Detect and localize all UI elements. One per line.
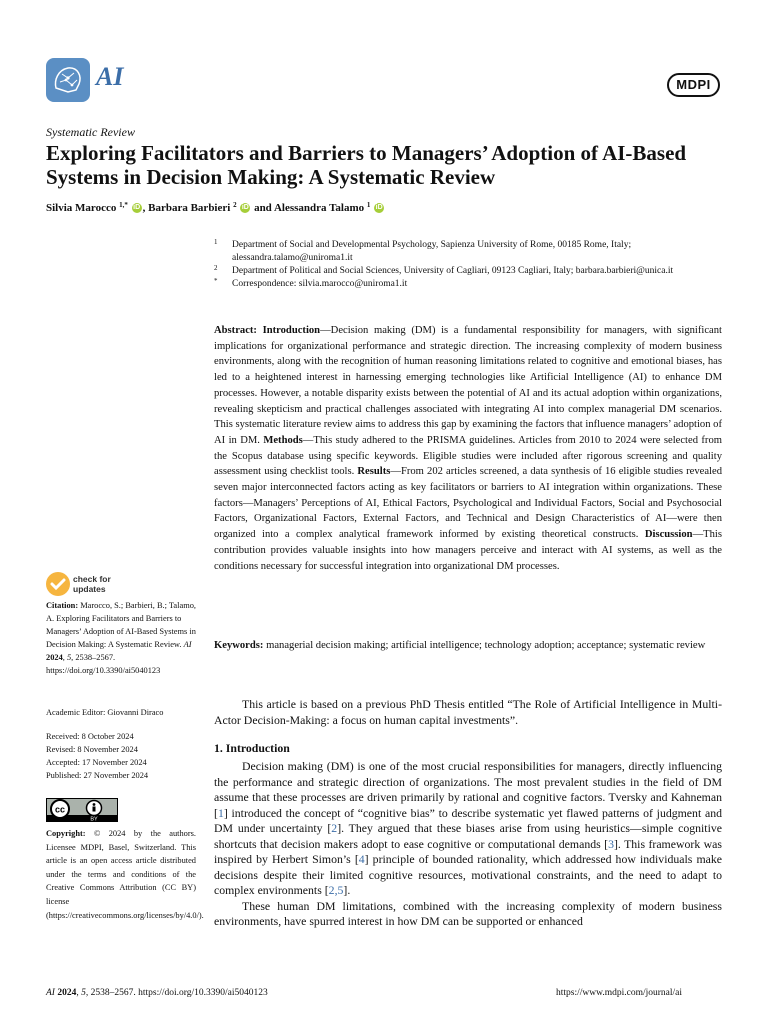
footer-volume: 5 <box>81 988 86 998</box>
footer-journal-url[interactable]: https://www.mdpi.com/journal/ai <box>556 988 683 998</box>
body-text <box>214 759 722 930</box>
footer-citation: AI 2024, 5, 2538–2567. https://doi.org/10.3390/ai5040123 <box>46 988 268 998</box>
abstract <box>214 323 722 574</box>
affiliation-text: Department of Social and Developmental Psychology, Sapienza University of Rome, 00185 Rome, Italy; alessandra.talamo@uniroma1.it <box>232 240 632 263</box>
cc-by-license-icon[interactable] <box>46 798 118 822</box>
affiliation-marker: * <box>214 277 218 285</box>
abstract-discussion-label: Discussion <box>644 529 693 541</box>
abstract-methods-text: —This study adhered to the PRISMA guidelines. Articles from 2010 to 2024 were selected from the Scopus database using specific keywords. Eligible studies were included after rigorous screening and quality assessment using checklist tools. <box>214 434 722 478</box>
check-for-updates-icon <box>46 572 70 596</box>
reference-link[interactable]: 1 <box>217 805 224 820</box>
journal-name[interactable]: AI <box>96 62 124 91</box>
author-affiliation-marker: 2 <box>233 201 237 209</box>
abstract-results-label: Results <box>357 466 391 478</box>
author-name: Silvia Marocco <box>46 202 117 214</box>
received-date: Received: 8 October 2024 <box>46 732 134 741</box>
thesis-note: This article is based on a previous PhD Thesis entitled “The Role of Artificial Intelligence in Multi-Actor Decision-Making: a focus on human capital investments”. <box>214 697 722 727</box>
article-title: Exploring Facilitators and Barriers to Managers’ Adoption of AI-Based Systems in Decision Making: A Systematic Review <box>46 141 687 189</box>
copyright <box>46 827 204 922</box>
check-for-updates-button[interactable] <box>46 572 136 598</box>
author-separator: and <box>251 202 274 214</box>
footer-doi[interactable]: , 2538–2567. https://doi.org/10.3390/ai5040123 <box>85 988 268 998</box>
affiliation-marker: 1 <box>214 238 218 246</box>
academic-editor: Academic Editor: Giovanni Diraco <box>46 708 164 717</box>
paragraph <box>214 759 722 899</box>
copyright-label: Copyright: <box>46 829 86 838</box>
correspondence <box>214 278 724 291</box>
abstract-discussion-text: —This contribution provides valuable insights into how managers perceive and interact with AI systems, as well as the conditions necessary for successful integration into organizational DM processes. <box>214 529 722 572</box>
citation-volume: 5 <box>66 652 72 662</box>
reference-link[interactable]: 2,5 <box>328 883 344 897</box>
published-date: Published: 27 November 2024 <box>46 771 149 780</box>
abstract-intro-label: Introduction <box>262 325 321 336</box>
text-run: ] introduced the concept of “cognitive bias” to describe systematic yet flawed patterns of judgment and DM under uncertainty [ <box>214 805 722 835</box>
paragraph: These human DM limitations, combined with the increasing complexity of modern business environments, have spurred interest in how DM can be supported or enhanced <box>214 898 722 928</box>
article-dates <box>46 730 148 782</box>
affiliation-marker: 2 <box>214 264 218 272</box>
affiliations <box>214 239 724 291</box>
text-run: ]. This framework was inspired by Herbert Simon’s [ <box>214 836 722 866</box>
citation-doi[interactable]: 2538–2567. https://doi.org/10.3390/ai5040123 <box>46 652 161 675</box>
check-updates-line1: check for <box>73 574 111 584</box>
keywords-text: managerial decision making; artificial intelligence; technology adoption; acceptance; systematic review <box>266 640 706 651</box>
journal-logo-icon[interactable] <box>46 58 90 102</box>
publisher-logo[interactable]: MDPI <box>667 73 720 97</box>
reference-link[interactable]: 2 <box>331 821 338 835</box>
citation: Citation: Marocco, S.; Barbieri, B.; Talamo, A. Exploring Facilitators and Barriers to Managers’ Adoption of AI-Based Systems in Decision Making: A Systematic Review. AI 2024, 5, 2538–2567. https://doi.org/10.3390/ai5040123 <box>46 601 196 675</box>
copyright-text: © 2024 by the authors. Licensee MDPI, Basel, Switzerland. This article is an open access article distributed under the terms and conditions of the Creative Commons Attribution (CC BY) license (https://creativecommons.org/licenses/by/4.0/). <box>46 829 204 920</box>
author-name: Alessandra Talamo <box>273 202 365 214</box>
author-affiliation-marker: 1 <box>366 201 371 209</box>
text-run: Decision making (DM) is one of the most crucial responsibilities for managers, directly influencing the performance and strategic direction of organizations. The most prevalent studies in the field of DM assume that these processes are driven primarily by rational and cognitive factors. Tversky and Kahneman [ <box>214 759 722 820</box>
citation-label: Citation: <box>46 601 79 610</box>
reference-link[interactable]: 3 <box>608 836 614 851</box>
abstract-methods-label: Methods <box>263 434 303 446</box>
author-affiliation-marker: 1,* <box>119 201 128 209</box>
text-run: ]. <box>343 883 351 897</box>
by-text: BY <box>90 816 98 821</box>
orcid-icon[interactable]: iD <box>375 204 383 212</box>
text-run: ] principle of bounded rationality, which addressed how individuals make decisions despite their limited cognitive resources, motivational constraints, and the need to adapt to complex environments [ <box>214 852 723 897</box>
reference-link[interactable]: 4 <box>358 852 365 866</box>
text-run: ]. They argued that these biases arise from using heuristics—simple cognitive shortcuts that decision makers adopt to ease cognitive or computational demands [ <box>214 821 722 851</box>
footer-journal: AI <box>46 988 55 998</box>
abstract-results-text: —From 202 articles screened, a data synthesis of 16 eligible studies revealed seven major interconnected factors acting as key facilitators or barriers to AI integration within organizations. These factors—Managers’ Perceptions of AI, Ethical Factors, Psychological and Individual Factors, Social and Psychosocial Factors, Organizational Factors, External Factors, and Technical and Design Characteristics of AI—were then organized into a complex analytical framework informed by existing theoretical constructs. <box>214 466 723 541</box>
accepted-date: Accepted: 17 November 2024 <box>46 758 147 767</box>
keywords-label: Keywords: <box>214 640 264 651</box>
section-heading: 1. Introduction <box>214 741 290 755</box>
orcid-icon[interactable]: iD <box>133 204 141 212</box>
check-updates-line2: updates <box>73 584 106 594</box>
correspondence-text: Correspondence: silvia.marocco@uniroma1.it <box>232 279 408 289</box>
author-name: Barbara Barbieri <box>148 202 231 214</box>
author-list <box>46 202 385 214</box>
affiliation <box>214 239 724 265</box>
citation-text: Marocco, S.; Barbieri, B.; Talamo, A. Exploring Facilitators and Barriers to Managers’ Adoption of AI-Based Systems in Decision Making: A Systematic Review. <box>46 601 196 649</box>
keywords <box>214 638 722 654</box>
author-separator: , <box>142 202 149 214</box>
abstract-intro-text: —Decision making (DM) is a fundamental responsibility for managers, with significant implications for organizational performance and strategic direction. The increasing complexity of modern business environments, along with the recognition of human reasoning limitations related to cognitive and emotional biases, has led to a heightened interest in harnessing emerging technologies like Artificial Intelligence (AI) to enhance DM processes. However, a notable disparity exists between the potential of AI and its actual adoption within organizations, revealing skepticism and practical challenges associated with integrating AI into complex managerial DM scenarios. This systematic literature review aims to address this gap by examining the factors that influence managers’ adoption of AI in DM. <box>214 325 722 446</box>
article-type: Systematic Review <box>46 125 135 139</box>
affiliation <box>214 265 724 278</box>
citation-year: 2024 <box>46 652 63 662</box>
cc-text: cc <box>54 804 66 815</box>
abstract-label: Abstract: <box>214 325 257 336</box>
orcid-icon[interactable]: iD <box>241 204 249 212</box>
footer-year: 2024 <box>57 988 77 998</box>
revised-date: Revised: 8 November 2024 <box>46 745 138 754</box>
affiliation-text: Department of Political and Social Sciences, University of Cagliari, 09123 Cagliari, Italy; barbara.barbieri@unica.it <box>232 266 674 276</box>
citation-journal: AI <box>183 639 192 649</box>
